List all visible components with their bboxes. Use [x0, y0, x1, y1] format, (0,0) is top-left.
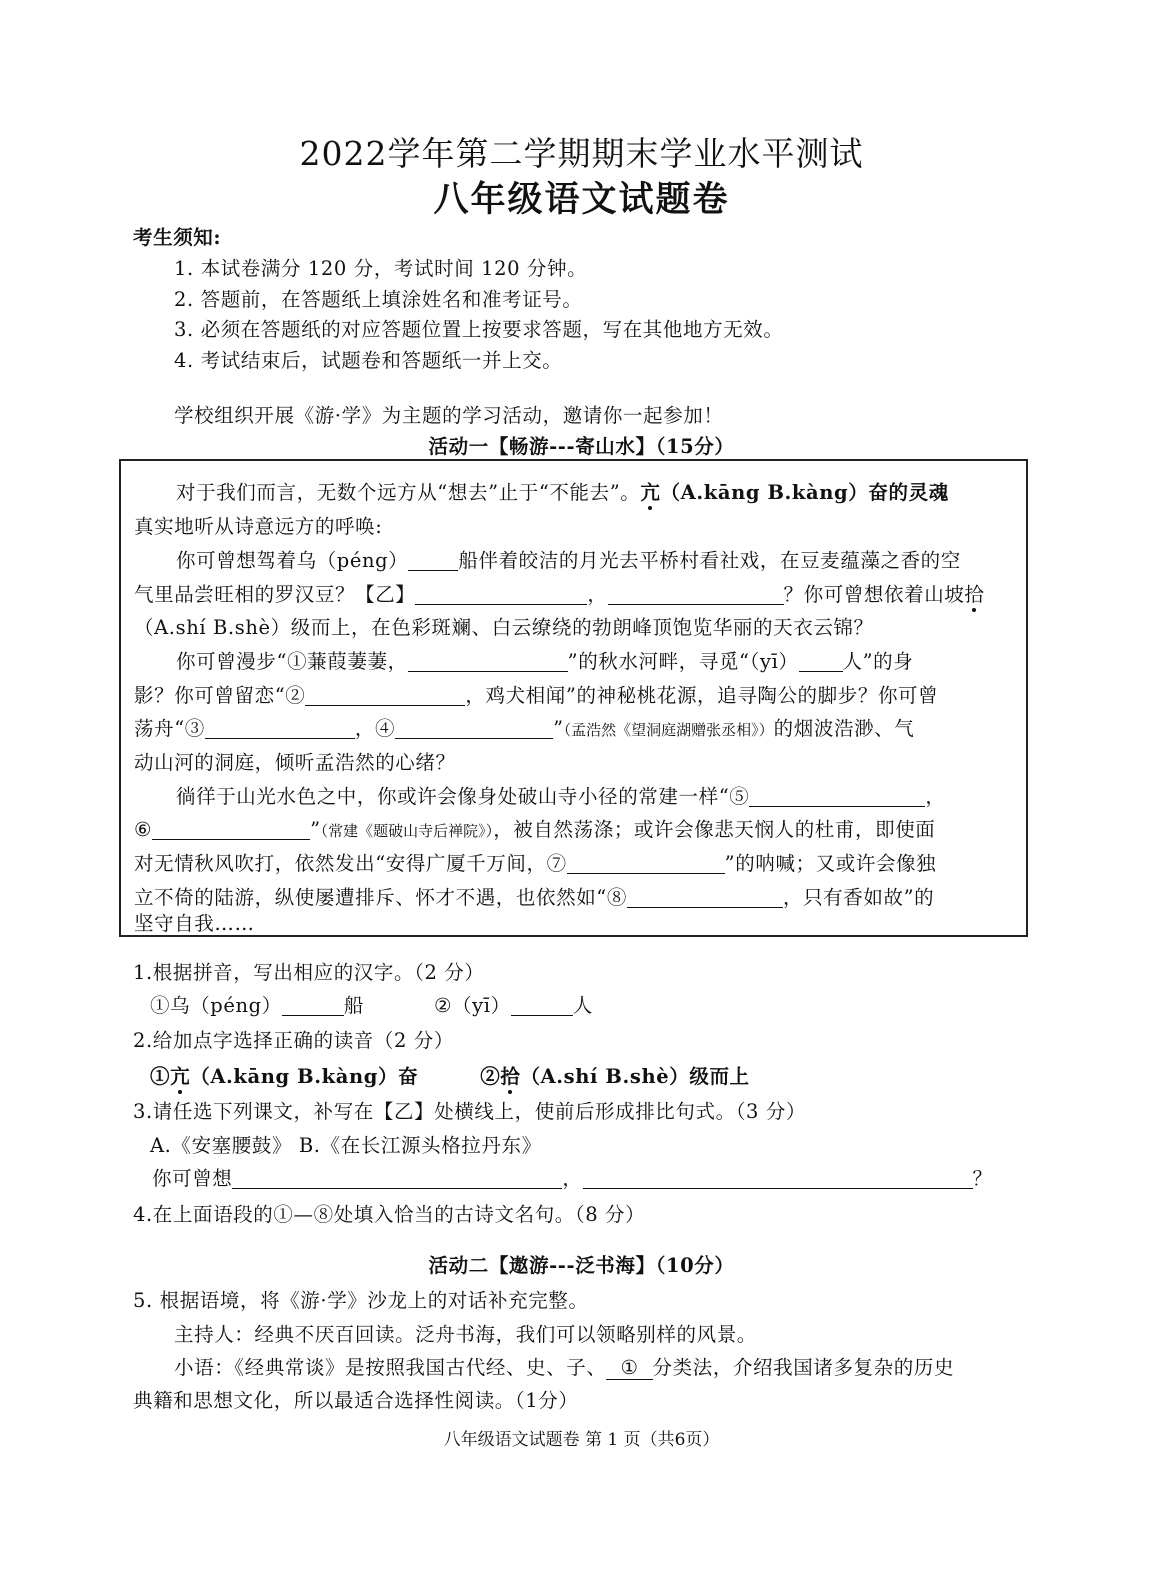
passage-line: 动山河的洞庭，倾听孟浩然的心绪？: [134, 751, 456, 774]
answer-blank: [799, 652, 843, 672]
notice-heading: 考生须知:: [133, 226, 222, 249]
notice-item: 3. 必须在答题纸的对应答题位置上按要求答题，写在其他地方无效。: [174, 318, 784, 341]
passage-line: ⑥ ”（常建《题破山寺后禅院》），被自然荡涤；或许会像悲天悯人的杜甫，即使面: [134, 818, 936, 841]
notice-item: 2. 答题前，在答题纸上填涂姓名和准考证号。: [174, 288, 583, 311]
answer-blank: [567, 854, 725, 874]
answer-blank: [408, 551, 458, 571]
passage-line: 对无情秋风吹打，依然发出“安得广厦千万间，⑦ ”的呐喊；又或许会像独: [134, 852, 937, 875]
passage-line: 徜徉于山光水色之中，你或许会像身处破山寺小径的常建一样“⑤ ，: [176, 785, 946, 808]
question-3-options: A.《安塞腰鼓》 B.《在长江源头格拉丹东》: [150, 1134, 542, 1157]
answer-blank: [627, 888, 783, 908]
question-4: 4.在上面语段的①—⑧处填入恰当的古诗文名句。（8 分）: [133, 1203, 646, 1226]
passage-line: 你可曾想驾着乌（péng） 船伴着皎洁的月光去平桥村看社戏，在豆麦蕴藻之香的空: [176, 549, 961, 572]
dotted-char: 亢: [640, 481, 661, 504]
answer-blank: [152, 820, 310, 840]
question-3: 3.请任选下列课文，补写在【乙】处横线上，使前后形成排比句式。（3 分）: [133, 1100, 807, 1123]
question-3-answer-line: 你可曾想 ， ？: [152, 1167, 993, 1190]
answer-blank: [205, 719, 355, 739]
answer-blank: [583, 1169, 973, 1189]
dialogue-host: 主持人：经典不厌百回读。泛舟书海，我们可以领略别样的风景。: [174, 1323, 757, 1346]
dialogue-xiaoyu-cont: 典籍和思想文化，所以最适合选择性阅读。（1分）: [133, 1389, 579, 1412]
answer-blank: [749, 787, 925, 807]
passage-line: 坚守自我……: [134, 912, 255, 935]
notice-item: 4. 考试结束后，试题卷和答题纸一并上交。: [174, 349, 563, 372]
notice-item: 1. 本试卷满分 120 分，考试时间 120 分钟。: [174, 257, 588, 280]
answer-blank: [408, 652, 568, 672]
exam-subtitle: 八年级语文试题卷: [433, 179, 730, 220]
passage-line: 你可曾漫步“①蒹葭萋萋， ”的秋水河畔，寻觅“（yī） 人”的身: [176, 650, 914, 673]
intro-text: 学校组织开展《游·学》为主题的学习活动，邀请你一起参加！: [174, 404, 724, 427]
dotted-char: 拾: [964, 583, 985, 606]
answer-blank: [282, 996, 344, 1016]
question-2: 2.给加点字选择正确的读音（2 分）: [133, 1029, 455, 1052]
passage-line: 立不倚的陆游，纵使屡遭排斥、怀才不遇，也依然如“⑧ ，只有香如故”的: [134, 886, 935, 909]
answer-blank: [305, 686, 465, 706]
answer-blank: ①: [606, 1356, 652, 1380]
question-2-items: ①亢（A.kāng B.kàng）奋 ②拾（A.shí B.shè）级而上: [150, 1065, 750, 1088]
answer-blank: [608, 585, 784, 605]
passage-line: 气里品尝旺相的罗汉豆？【乙】 ， ？你可曾想依着山坡拾: [134, 583, 985, 606]
activity1-title: 活动一【畅游---寄山水】（15分）: [428, 435, 735, 458]
page-footer: 八年级语文试题卷 第 1 页（共6页）: [443, 1430, 720, 1450]
passage-line: （A.shí B.shè）级而上，在色彩斑斓、白云缭绕的勃朗峰顶饱览华丽的天衣云锦？: [134, 616, 874, 639]
question-1: 1.根据拼音，写出相应的汉字。（2 分）: [133, 961, 485, 984]
dialogue-xiaoyu: 小语：《经典常谈》是按照我国古代经、史、子、 ① 分类法，介绍我国诸多复杂的历史: [174, 1356, 955, 1379]
passage-line: 对于我们而言，无数个远方从“想去”止于“不能去”。亢（A.kāng B.kàng）奋的灵魂: [176, 481, 949, 504]
passage-line: 荡舟“③ ，④ ”（孟浩然《望洞庭湖赠张丞相》）的烟波浩渺、气: [134, 717, 915, 740]
dotted-char: 拾: [500, 1065, 521, 1088]
question-1-items: ①乌（péng） 船 ②（yī） 人: [150, 994, 593, 1017]
answer-blank: [232, 1169, 562, 1189]
exam-title: 2022学年第二学期期末学业水平测试: [299, 134, 864, 173]
answer-blank: [415, 585, 587, 605]
answer-blank: [511, 996, 573, 1016]
answer-blank: [395, 719, 553, 739]
dotted-char: 亢: [170, 1065, 191, 1088]
activity2-title: 活动二【遨游---泛书海】（10分）: [428, 1254, 735, 1277]
passage-line: 影？你可曾留恋“② ，鸡犬相闻”的神秘桃花源，追寻陶公的脚步？你可曾: [134, 684, 939, 707]
question-5: 5. 根据语境，将《游·学》沙龙上的对话补充完整。: [133, 1289, 589, 1312]
passage-line: 真实地听从诗意远方的呼唤:: [134, 515, 383, 538]
